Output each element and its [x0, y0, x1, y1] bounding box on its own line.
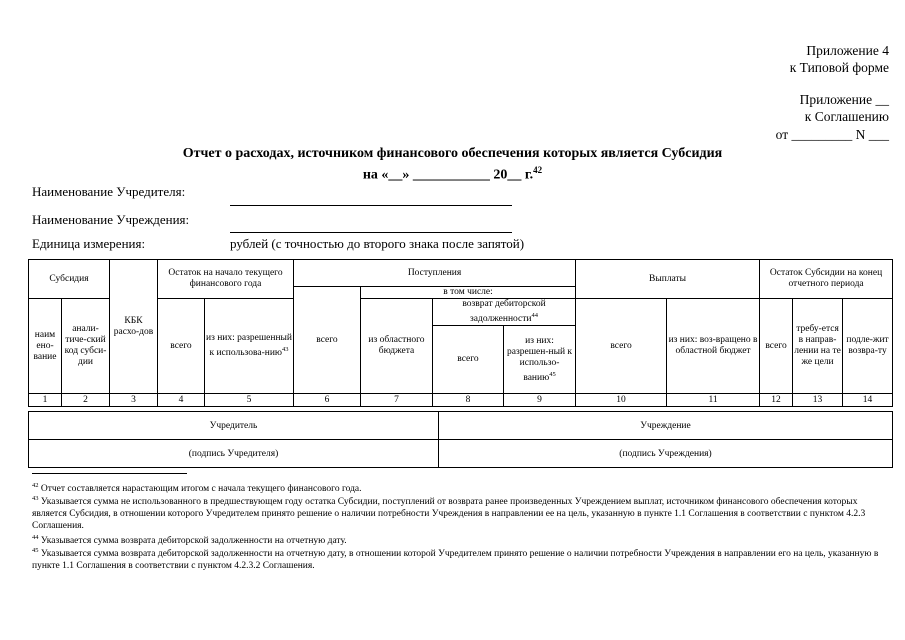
- receivables-allowed-header: [504, 326, 576, 394]
- footnote-ref-45: 45: [549, 370, 556, 378]
- balance-end-total-header: всего: [760, 299, 793, 394]
- name-header: наим ено-вание: [29, 299, 62, 394]
- payments-total-header: всего: [576, 299, 667, 394]
- signature-table: [28, 411, 893, 468]
- receivables-allowed-text: из них: разрешен-ный к использо-ванию: [507, 335, 573, 383]
- col-number-10: 10: [576, 394, 667, 407]
- footnote-num: 43: [32, 495, 39, 502]
- agreement-ref: к Соглашению: [804, 109, 889, 124]
- receipts-total-header: всего: [294, 287, 361, 394]
- footnote-ref-42: 42: [533, 165, 543, 175]
- report-title: Отчет о расходах, источником финансового обеспечения которых является Субсидия: [182, 146, 723, 161]
- col-number-4: 4: [158, 394, 205, 407]
- footnote-text: Указывается сумма возврата дебиторской задолженности на отчетную дату.: [40, 536, 347, 547]
- col-number-3: 3: [110, 394, 158, 407]
- institution-cell: Учреждение: [439, 412, 893, 440]
- founder-label: Наименование Учредителя:: [32, 184, 186, 199]
- founder-signature[interactable]: (подпись Учредителя): [29, 440, 439, 468]
- institution-field[interactable]: [230, 232, 512, 233]
- footnote-num: 42: [32, 482, 39, 489]
- payments-header: Выплаты: [576, 260, 760, 299]
- appendix-number: Приложение 4: [806, 43, 889, 58]
- institution-signature[interactable]: (подпись Учреждения): [439, 440, 893, 468]
- to-return-header: подле-жит возвра-ту: [843, 299, 893, 394]
- appendix-ref: к Типовой форме: [789, 60, 889, 75]
- footnote-text: Указывается сумма не использованного в предшествующем году остатка Субсидии, поступлений от возврата ранее произведенных Учреждением выплат, источником финансового обеспечения которых является Субсидия, в отношении которого Учредителем принято решение о наличии потребности Учреждения в направлении ее на цель, указанную в пункте 1.1 Соглашения в соответствии с пунктом 4.2.3 Соглашения.: [32, 497, 866, 532]
- footnote-num: 45: [32, 547, 39, 554]
- agreement-date: от _________ N ___: [775, 127, 889, 142]
- regional-budget-header: из областного бюджета: [361, 299, 433, 394]
- report-date: [0, 162, 905, 184]
- col-number-11: 11: [667, 394, 760, 407]
- balance-start-header: Остаток на начало текущего финансового года: [158, 260, 294, 299]
- footnote-divider: [32, 473, 187, 474]
- receipts-header: Поступления: [294, 260, 576, 287]
- col-number-7: 7: [361, 394, 433, 407]
- footnote-43: [32, 493, 894, 532]
- balance-end-header: Остаток Субсидии на конец отчетного периода: [760, 260, 893, 299]
- footnote-text: Указывается сумма возврата дебиторской задолженности на отчетную дату, в отношении которой Учредителем принято решение о наличии потребности Учреждения в направлении его на цель, указанную в пункте 1.1 Соглашения в соответствии с пунктом 4.2.3.2 Соглашения.: [32, 549, 879, 572]
- unit-label: Единица измерения:: [32, 236, 146, 251]
- founder-field[interactable]: [230, 205, 512, 206]
- col-number-5: 5: [205, 394, 294, 407]
- balance-allowed-header: [205, 299, 294, 394]
- institution-label: Наименование Учреждения:: [32, 212, 190, 227]
- footnote-ref-43: 43: [282, 346, 289, 353]
- col-number-2: 2: [62, 394, 110, 407]
- receivables-return-header: [433, 299, 576, 326]
- receivables-total-header: всего: [433, 326, 504, 394]
- col-number-1: 1: [29, 394, 62, 407]
- payments-returned-header: из них: воз-вращено в областной бюджет: [667, 299, 760, 394]
- footnote-45: [32, 545, 894, 572]
- footnote-num: 44: [32, 534, 39, 541]
- report-date-text: на «__» ___________ 20__ г.: [362, 167, 534, 183]
- required-header: требу-ется в направ-лении на те же цели: [793, 299, 843, 394]
- subsidy-header: Субсидия: [29, 260, 110, 299]
- founder-cell: Учредитель: [29, 412, 439, 440]
- report-table: [28, 259, 893, 407]
- footnote-ref-44: 44: [531, 312, 538, 319]
- balance-total-header: всего: [158, 299, 205, 394]
- including-header: в том числе:: [361, 287, 576, 299]
- kbk-header: КБК расхо-дов: [110, 260, 158, 394]
- col-number-12: 12: [760, 394, 793, 407]
- col-number-6: 6: [294, 394, 361, 407]
- balance-allowed-text: из них: разрешенный к использова-нию: [206, 333, 292, 359]
- col-number-9: 9: [504, 394, 576, 407]
- analytic-code-header: анали-тиче-ский код субси-дии: [62, 299, 110, 394]
- agreement-appendix: Приложение __: [799, 92, 889, 107]
- receivables-return-text: возврат дебиторской задолженности: [462, 299, 546, 325]
- col-number-14: 14: [843, 394, 893, 407]
- col-number-8: 8: [433, 394, 504, 407]
- col-number-13: 13: [793, 394, 843, 407]
- footnote-text: Отчет составляется нарастающим итогом с начала текущего финансового года.: [40, 484, 362, 495]
- unit-value: рублей (с точностью до второго знака после запятой): [230, 236, 525, 251]
